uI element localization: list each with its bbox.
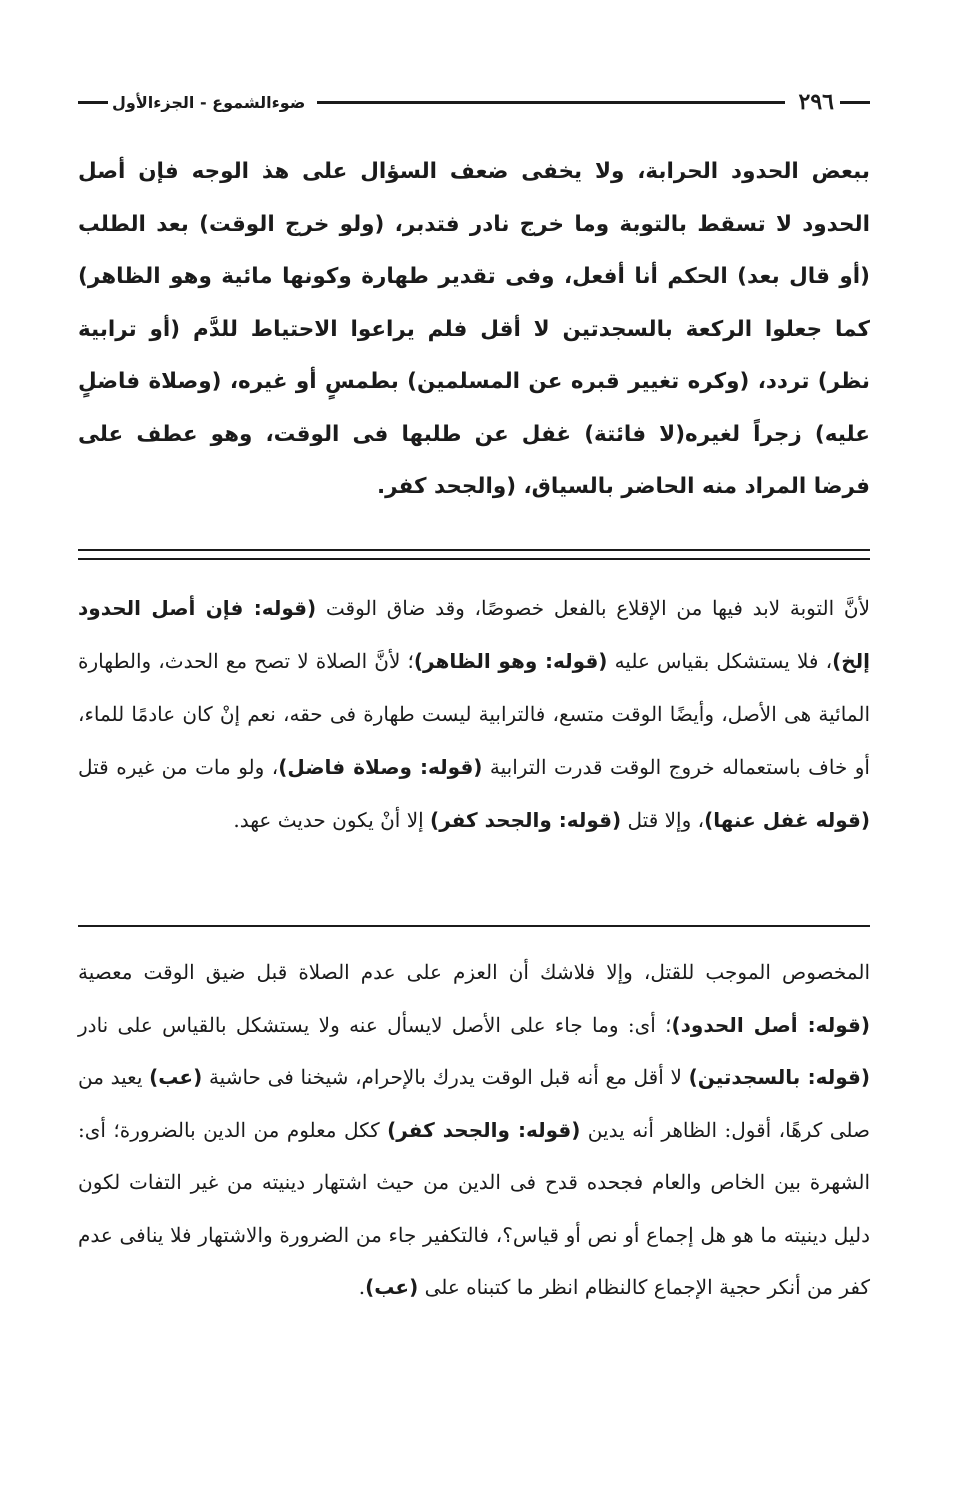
single-divider [78,925,870,927]
main-text: ببعض الحدود الحرابة، ولا يخفى ضعف السؤال على هذ الوجه فإن أصل الحدود لا تسقط بالتوبة وما خرج نادر فتدبر، (ولو خرج الوقت) بعد الطلب (أو قال بعد) الحكم أنا أفعل، وفى تقدير طهارة وكونها مائية وهو الظاهر) كما جعلوا الركعة بالسجدتين لا أقل فلم يراعوا الاحتياط للدَّم (أو ترابية نظر) تردد، (وكره تغيير قبره عن المسلمين) بطمسٍ أو غيره، (وصلاة فاضلٍ عليه) زجراً لغيره(لا فائتة) غفل عن طلبها فى الوقت، وهو عطف على فرضا المراد منه الحاضر بالسياق، (والجحد كفر. [78,159,870,499]
comm2-text: المخصوص الموجب للقتل، وإلا فلاشك أن العزم على عدم الصلاة قبل ضيق الوقت معصية [78,960,870,984]
comm2-quote: (قوله: والجحد كفر) [387,1117,581,1142]
comm1-text: ، وإلا قتل [621,808,705,832]
commentary-2-paragraph [78,946,870,1314]
header-dash-left [78,101,108,104]
commentary-block-1 [78,582,870,847]
comm1-quote: (قوله: والجحد كفر) [430,808,622,832]
header-rule [317,101,784,104]
comm2-text: ؛ أى: وما جاء على الأصل لايسأل عنه ولا يستشكل بالقياس على نادر [78,1012,672,1037]
page-header [78,82,870,122]
comm1-text: لأنَّ التوبة لابد فيها من الإقلاع بالفعل خصوصًا، وقد ضاق الوقت [316,596,870,620]
comm2-text: ككل معلوم من الدين بالضرورة؛ أى: الشهرة بين الخاص والعام فجحده قدح فى الدين من حيث اشتهار دينيته من غير التفات لكون دليل دينيته ما هو هل إجماع أو نص أو قياس؟، فالتكفير جاء من الضرورة والاشتهار فلا ينافى عدم كفر من أنكر حجية الإجماع كالنظام انظر ما كتبناه على [78,1117,870,1299]
comm2-quote: (عب) [365,1275,419,1299]
comm1-text: إلا أنْ يكون حديث عهد. [233,808,431,832]
comm2-quote: (عب) [149,1065,203,1089]
comm2-quote: (قوله: أصل الحدود) [671,1012,870,1037]
comm1-quote: (قوله: وهو الظاهر) [413,649,608,673]
page-number: ٢٩٦ [798,89,834,115]
comm1-text: ، فلا يستشكل بقياس عليه [607,649,833,673]
main-text-block [78,146,870,514]
comm2-text: يعيد من صلى كرهًا، أقول: الظاهر أنه يدين [78,1065,870,1142]
comm2-text: . [358,1275,366,1299]
comm1-quote: (قوله: وصلاة فاضل) [278,755,483,779]
comm1-quote: (قوله غفل عنها) [704,808,870,832]
running-title: ضوءالشموع - الجزءالأول [112,92,306,112]
double-divider [78,549,870,561]
comm2-quote: (قوله: بالسجدتين) [688,1065,870,1089]
comm2-text: لا أقل مع أنه قبل الوقت يدرك بالإحرام، شيخنا فى حاشية [202,1065,689,1089]
commentary-block-2 [78,946,870,1314]
comm1-text: ، ولو مات من غيره قتل [78,755,279,779]
header-dash-right [840,101,870,104]
comm1-text: ؛ لأنَّ الصلاة لا تصح مع الحدث، والطهارة المائية هى الأصل، وأيضًا الوقت متسع، فالترابية ليست طهارة فى حقه، نعم إنْ كان عادمًا للماء، أو خاف باستعماله خروج الوقت قدرت الترابية [78,649,870,779]
comm1-quote: (قوله: فإن أصل الحدود إلخ) [78,596,870,673]
commentary-1-paragraph [78,582,870,847]
